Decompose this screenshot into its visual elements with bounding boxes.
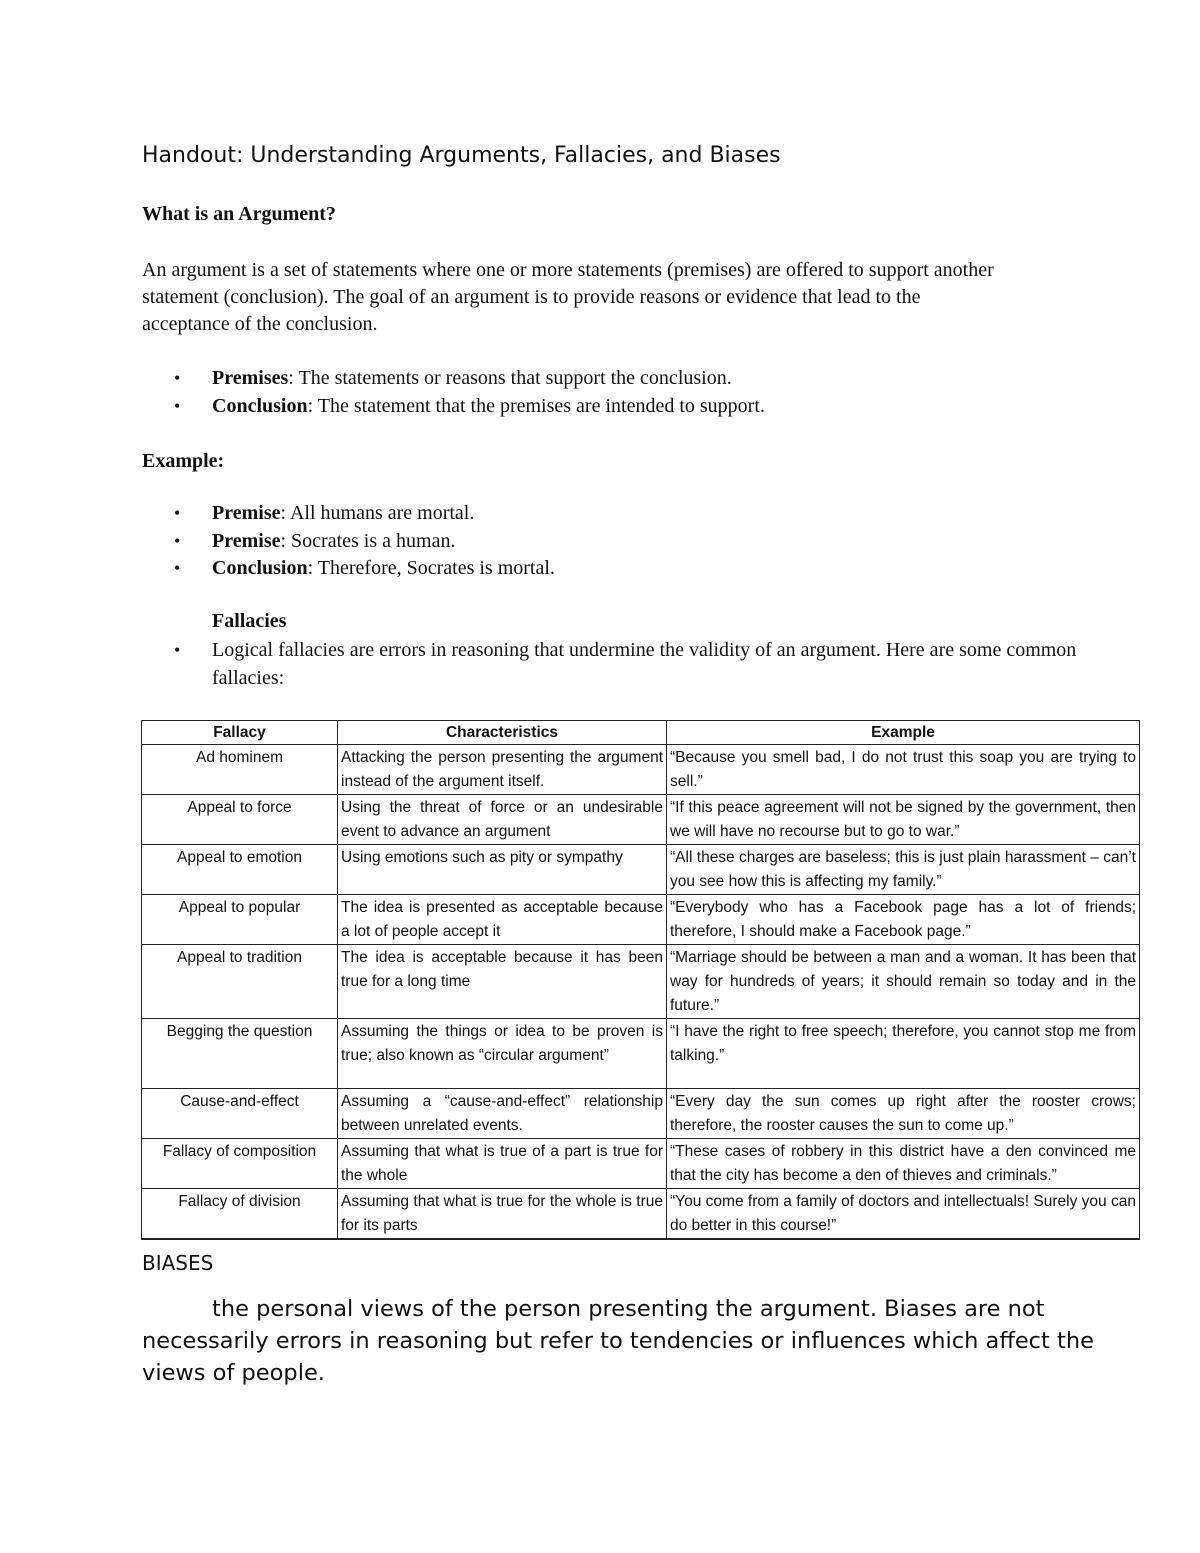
bullet-icon: • (174, 640, 181, 660)
fallacy-example: “Marriage should be between a man and a woman. It has been that way for hundreds of years; it should remain so today and in the future.” (667, 945, 1140, 1019)
fallacy-example: “Because you smell bad, I do not trust this soap you are trying to sell.” (667, 745, 1140, 795)
table-row (142, 1089, 1140, 1139)
column-header-fallacy: Fallacy (142, 721, 338, 745)
fallacy-example: “You come from a family of doctors and intellectuals! Surely you can do better in this course!” (667, 1189, 1140, 1240)
table-row (142, 1189, 1140, 1240)
fallacy-characteristics: Using emotions such as pity or sympathy (338, 845, 667, 895)
list-item (142, 636, 1082, 692)
term-definition: : The statement that the premises are intended to support. (307, 394, 765, 417)
fallacy-characteristics: Assuming that what is true for the whole is true for its parts (338, 1189, 667, 1240)
bullet-icon: • (174, 558, 181, 578)
table-row (142, 945, 1140, 1019)
bullet-icon: • (174, 503, 181, 523)
fallacy-characteristics: Assuming the things or idea to be proven is true; also known as “circular argument” (338, 1019, 667, 1089)
fallacy-characteristics: The idea is presented as acceptable because a lot of people accept it (338, 895, 667, 945)
example-text: : Socrates is a human. (280, 529, 456, 552)
example-term: Premise (212, 529, 281, 552)
bullet-icon: • (174, 530, 181, 551)
fallacy-characteristics: Assuming a “cause-and-effect” relationship between unrelated events. (338, 1089, 667, 1139)
fallacy-example: “If this peace agreement will not be signed by the government, then we will have no recourse but to go to war.” (667, 795, 1140, 845)
fallacy-example: “Every day the sun comes up right after the rooster crows; therefore, the rooster causes the sun to come up.” (667, 1089, 1140, 1139)
fallacy-example: “I have the right to free speech; therefore, you cannot stop me from talking.” (667, 1019, 1140, 1089)
biases-paragraph: the personal views of the person presenting the argument. Biases are not necessarily errors in reasoning but refer to tendencies or influences which affect the views of people. (142, 1296, 1094, 1386)
fallacy-example: “Everybody who has a Facebook page has a lot of friends; therefore, I should make a Facebook page.” (667, 895, 1140, 945)
biases-heading: BIASES (142, 1251, 214, 1275)
table-row (142, 745, 1140, 795)
example-text: : All humans are mortal. (280, 502, 475, 524)
list-item (142, 500, 1102, 528)
example-term: Premise (212, 502, 281, 524)
fallacy-name: Appeal to popular (142, 895, 338, 945)
table-row (142, 1139, 1140, 1189)
fallacy-name: Fallacy of division (142, 1189, 338, 1240)
fallacy-name: Appeal to emotion (142, 845, 338, 895)
argument-terms-list (142, 365, 1102, 420)
example-heading: Example: (142, 450, 225, 472)
example-term: Conclusion (212, 557, 308, 579)
table-row (142, 895, 1140, 945)
list-item (142, 528, 1102, 556)
fallacy-name: Appeal to tradition (142, 945, 338, 1019)
column-header-example: Example (667, 721, 1140, 745)
fallacy-name: Appeal to force (142, 795, 338, 845)
bullet-icon: • (174, 368, 181, 388)
page-title: Handout: Understanding Arguments, Fallacies, and Biases (142, 143, 781, 168)
list-item (142, 365, 1102, 393)
table-row (142, 1019, 1140, 1089)
term-definition: : The statements or reasons that support the conclusion. (288, 367, 732, 389)
fallacies-heading: Fallacies (212, 610, 287, 632)
bullet-icon: • (174, 395, 181, 416)
argument-heading: What is an Argument? (142, 203, 336, 225)
example-text: : Therefore, Socrates is mortal. (307, 557, 555, 579)
fallacy-example: “All these charges are baseless; this is just plain harassment – can’t you see how this is affecting my family.” (667, 845, 1140, 895)
fallacy-characteristics: Assuming that what is true of a part is true for the whole (338, 1139, 667, 1189)
table-row (142, 795, 1140, 845)
fallacy-example: “These cases of robbery in this district have a den convinced me that the city has become a den of thieves and criminals.” (667, 1139, 1140, 1189)
list-item (142, 555, 1102, 583)
fallacies-intro-list (142, 636, 1082, 692)
fallacy-name: Fallacy of composition (142, 1139, 338, 1189)
fallacies-intro: Logical fallacies are errors in reasoning that undermine the validity of an argument. Here are some common fallacies: (212, 639, 1077, 689)
term-premises: Premises (212, 367, 289, 389)
table-row (142, 845, 1140, 895)
fallacy-characteristics: The idea is acceptable because it has been true for a long time (338, 945, 667, 1019)
fallacy-name: Begging the question (142, 1019, 338, 1089)
example-list (142, 500, 1102, 583)
fallacy-name: Cause-and-effect (142, 1089, 338, 1139)
fallacies-table (141, 720, 1140, 1240)
term-conclusion: Conclusion (212, 394, 308, 417)
list-item (142, 393, 1102, 421)
fallacy-characteristics: Attacking the person presenting the argument instead of the argument itself. (338, 745, 667, 795)
fallacy-characteristics: Using the threat of force or an undesirable event to advance an argument (338, 795, 667, 845)
column-header-characteristics: Characteristics (338, 721, 667, 745)
fallacy-name: Ad hominem (142, 745, 338, 795)
table-header-row (142, 721, 1140, 745)
argument-paragraph: An argument is a set of statements where one or more statements (premises) are offered to support another statement (conclusion). The goal of an argument is to provide reasons or evidence that lead to the acceptance of the conclusion. (142, 259, 994, 335)
